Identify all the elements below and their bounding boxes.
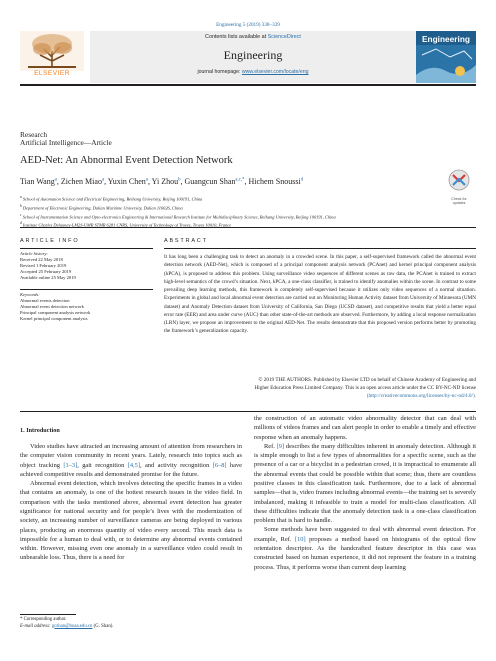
- section-heading: 1. Introduction: [20, 427, 60, 434]
- check-badge-line: Check for: [451, 197, 467, 201]
- sciencedirect-link[interactable]: ScienceDirect: [267, 34, 301, 40]
- author-affil-mark[interactable]: a: [101, 177, 105, 183]
- corresponding-author-note: * Corresponding author.: [20, 617, 67, 622]
- author: Yuxin Chen: [107, 177, 146, 186]
- affiliation-list: [20, 194, 476, 229]
- body-text: Video studies have attracted an increasing amount of attention from researchers in the computer vision community in recent years. Lately, research into topics such as object tracking: [20, 443, 242, 469]
- footnote: [20, 617, 114, 630]
- header-rule: [20, 84, 476, 86]
- footnote-rule: [20, 614, 76, 615]
- journal-name: Engineering: [223, 48, 283, 62]
- body-paragraph: [254, 414, 476, 442]
- author: Hichem Snoussi: [248, 177, 301, 186]
- publisher-name: ELSEVIER: [34, 70, 70, 77]
- body-text: Ref.: [264, 442, 277, 450]
- homepage-prefix: journal homepage:: [197, 69, 242, 75]
- author-affil-mark[interactable]: a: [54, 177, 57, 183]
- body-text: , and activity recognition: [139, 461, 213, 469]
- homepage-link[interactable]: www.elsevier.com/locate/eng: [241, 69, 309, 75]
- body-text: the construction of an automatic video abnormality detector that can deal with millions of videos frames and can alert people in order to enable a timely and effective response when an anomaly happens.: [254, 415, 476, 441]
- contents-line: [90, 34, 416, 40]
- author: Tian Wang: [20, 177, 55, 186]
- article-history: [20, 251, 153, 281]
- author: Zichen Miao: [60, 177, 102, 186]
- history-label: Article history:: [20, 251, 48, 256]
- contents-prefix: Contents lists available at: [205, 34, 268, 40]
- article-info-header: ARTICLE INFO: [20, 238, 80, 244]
- keywords-label: Keywords:: [20, 292, 40, 297]
- abstract-bottom-rule: [20, 411, 476, 412]
- reference-link[interactable]: [1–3]: [63, 461, 78, 469]
- body-text: Some methods have been suggested to deal with abnormal event detection. For example, Ref.: [254, 526, 476, 543]
- reference-link[interactable]: [6–8]: [212, 461, 227, 469]
- crossmark-icon: [442, 168, 476, 192]
- history-item: Revised 1 February 2019: [20, 263, 67, 268]
- author: Yi Zhou: [151, 177, 179, 186]
- journal-banner: [90, 31, 416, 83]
- body-paragraph: [254, 525, 476, 571]
- abstract-text: It has long been a challenging task to detect an anomaly in a crowded scene. In this paper, a self-supervised framework called the abnormal event detection network (AED-Net), which is composed of a principal component analysis network (PCAnet) and kernel principal component analysis (kPCA), is proposed to address this problem. Using surveillance video sequences of different scenes as raw data, the PCAnet is trained to extract high-level semantics of the crowd’s situation. Next, kPCA, a one-class classifier, is trained to identify anomalies within the scene. In contrast to some prevailing deep learning methods, this framework is completely self-supervised because it utilizes only video sequences of a normal situation. Experiments in global and local abnormal event detection are carried out on Monitoring Human Activity dataset from University of Minnesota (UMN dataset) and Anomaly Detection dataset from University of California, San Diego (UCSD dataset), and competitive results that yield a better equal error rate (EER) and area under curve (AUC) than other state-of-the-art methods are observed. Furthermore, by adding a local response normalization (LRN) layer, we propose an improvement to the original AED-Net. The results demonstrate that this proposed version performs better by promoting the framework’s generalization capacity.: [164, 254, 476, 335]
- body-text: have achieved competitive results and demonstrated promise for the future.: [20, 461, 242, 478]
- copyright-line: © 2019 THE AUTHORS. Published by Elsevier LTD on behalf of Chinese Academy of Engineering and: [258, 377, 476, 383]
- article-section: [20, 131, 112, 148]
- check-badge-line: updates: [452, 201, 466, 206]
- affiliation: $^d$ Institute Charles Delaunay-LM2S-UMR STMR 6281 CNRS, University of Technology of Troyes, Troyes 10010, France: [20, 221, 232, 228]
- journal-cover[interactable]: [416, 31, 476, 83]
- reference-link[interactable]: [9]: [276, 442, 285, 450]
- body-paragraph: [20, 442, 242, 479]
- affiliation: $^b$ Department of Electronic Engineering, Dalian Maritime University, Dalian 116026, China: [20, 203, 183, 211]
- keyword: Abnormal events detection: [20, 298, 70, 303]
- reference-link[interactable]: [4,5]: [127, 461, 140, 469]
- cover-image-icon: [416, 45, 476, 83]
- abstract-rule: [164, 248, 476, 249]
- author-email-link[interactable]: gcshan@buaa.edu.cn: [51, 623, 93, 629]
- body-paragraph: [20, 479, 242, 563]
- abstract-header: ABSTRACT: [164, 238, 208, 244]
- journal-citation[interactable]: Engineering 5 (2019) 338–339: [216, 22, 280, 28]
- body-text: describes the many difficulties inherent in anomaly detection. Although it is simple enough to list a few types of abnormalities for a specific scene, such as the presence of a car or a bicyclist in a pedestrian crowd, it is impractical to enumerate all the abnormal events that could be possible within that scene; thus, there are countless positive classes in this classification task. Furthermore, due to a lack of abnormal samples—that is, video frames including abnormal events—the training set is severely imbalanced, making it infeasible to train a model for multi-class classification. All these difficulties indicate that the anomaly detection task is a one-class classification problem that is hard to handle.: [254, 442, 476, 525]
- affiliation: $^c$ School of Instrumentation Science and Opto-electronics Engineering & International Research Institute for Multidisciplinary Science, Beihang University, Beijing 100191, China: [20, 212, 336, 219]
- author-affil-mark[interactable]: d: [300, 177, 304, 183]
- body-text: Abnormal event detection, which involves detecting the specific frames in a video that contains an anomaly, is one of the hottest research issues in the video field. In comparison with the tasks mentioned above, abnormal event detection has greater significance for national security and for people’s lives with the modernization of society, an increasing number of surveillance cameras are being deployed in various places, producing an enormous quantity of video every second. This much data is impossible for a human to deal with, or to determine any abnormal events contained within. However, missing even one anomaly in a surveillance video could result in unbearable loss. Thus, there is a need for: [20, 480, 242, 562]
- cover-title: Engineering: [422, 34, 470, 44]
- article-info-rule: [20, 248, 153, 249]
- history-item: Accepted 25 February 2019: [20, 269, 72, 274]
- body-text: proposes a method based on histograms of the optical flow orientation descriptor. As the handcrafted feature descriptor in this case was constructed based on human experience, it did not represent the feature in a training process. Thus, it performs worse than current deep learning: [254, 535, 476, 571]
- section-category: Research: [20, 130, 48, 139]
- body-right-column: [254, 414, 476, 572]
- section-subcategory: Artificial Intelligence—Article: [20, 138, 112, 148]
- author-list: Tian Wang$^a$, Zichen Miao$^a$, Yuxin Chen$^a$, Yi Zhou$^b$, Guangcun Shan$^{a,c,*}$, Hichem Snoussi$^d$: [20, 177, 304, 186]
- article-title: AED-Net: An Abnormal Event Detection Network: [20, 155, 233, 166]
- author-affil-mark[interactable]: b: [178, 177, 181, 183]
- author-affil-mark[interactable]: a: [145, 177, 148, 183]
- license-link[interactable]: (http://creativecommons.org/licenses/by-nc-nd/4.0/).: [366, 393, 476, 400]
- affiliation-rule: [20, 227, 476, 228]
- history-rule: [20, 289, 153, 290]
- keywords-block: [20, 292, 153, 322]
- email-note: E-mail address: gcshan@buaa.edu.cn (G. Shan).: [20, 623, 114, 629]
- keyword: Kernel principal component analysis: [20, 316, 88, 321]
- affiliation: $^a$ School of Automation Science and Electrical Engineering, Beihang University, Beijing 100191, China: [20, 195, 203, 202]
- copyright-notice: [164, 376, 476, 401]
- journal-homepage: [90, 69, 416, 75]
- elsevier-tree-icon: [20, 31, 84, 71]
- reference-link[interactable]: [10]: [294, 535, 306, 543]
- keyword: Principal component analysis network: [20, 310, 91, 315]
- body-left-column: [20, 442, 242, 563]
- body-paragraph: [254, 442, 476, 526]
- author-affil-mark[interactable]: a,c,*: [235, 177, 245, 183]
- history-item: Received 22 May 2018: [20, 257, 63, 262]
- author: Guangcun Shan: [184, 177, 236, 186]
- keyword: Abnormal event detection network: [20, 304, 84, 309]
- body-text: , gait recognition: [77, 461, 128, 469]
- copyright-line: Higher Education Press Limited Company. This is an open access article under the CC BY-NC-ND license: [254, 385, 476, 392]
- history-item: Available online 25 May 2019: [20, 275, 76, 280]
